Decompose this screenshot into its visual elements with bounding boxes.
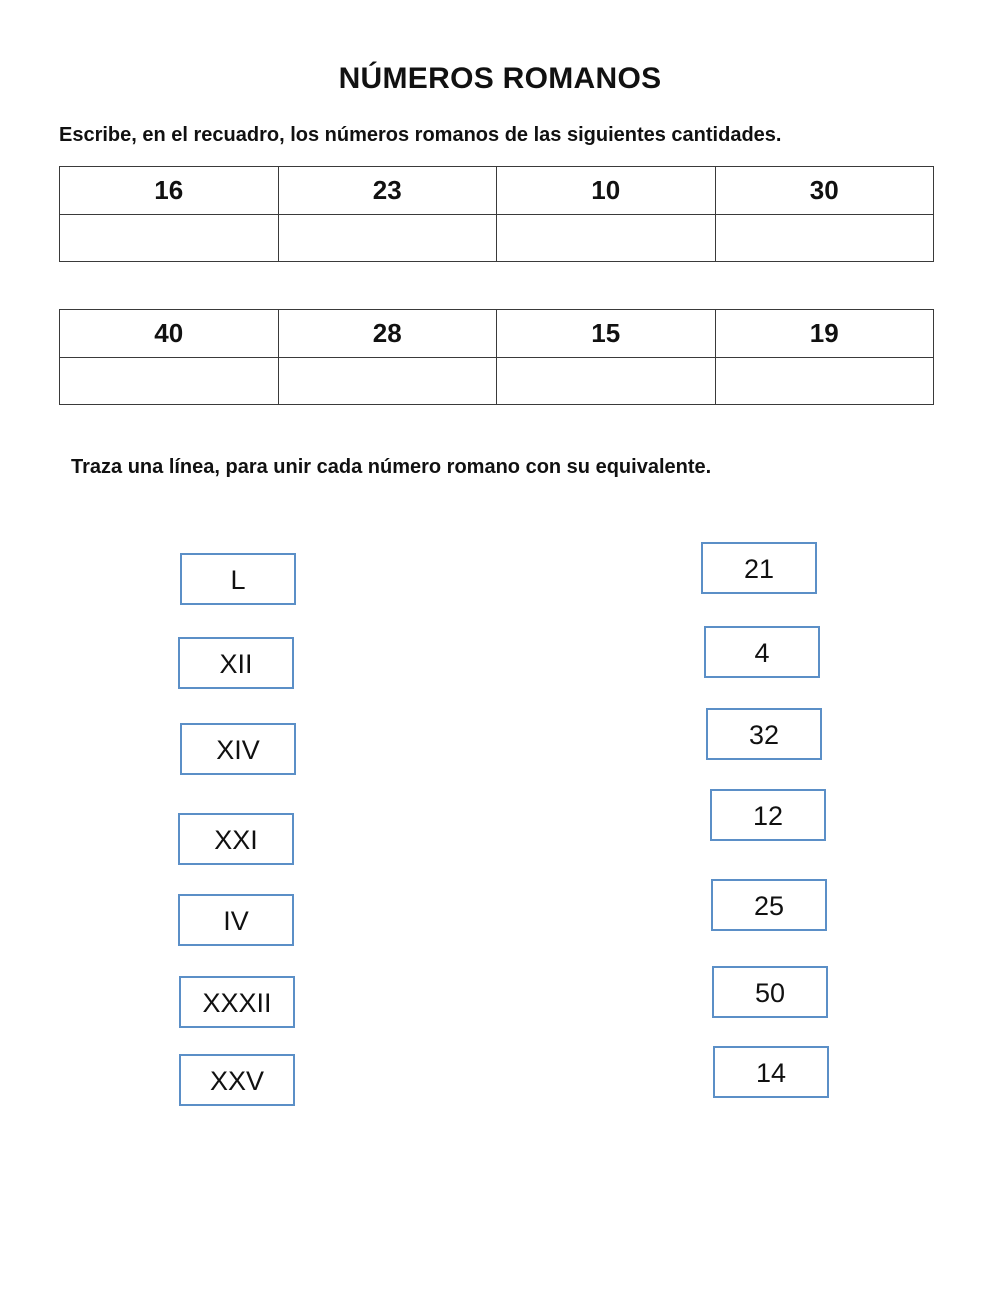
numbers-row bbox=[60, 310, 934, 358]
number-cell: 28 bbox=[278, 310, 497, 358]
answer-cell[interactable] bbox=[60, 215, 279, 262]
roman-box-iv[interactable]: IV bbox=[178, 894, 294, 946]
numbers-row bbox=[60, 167, 934, 215]
exercise1-instruction: Escribe, en el recuadro, los números romanos de las siguientes cantidades. bbox=[59, 124, 782, 146]
roman-box-xxxii[interactable]: XXXII bbox=[179, 976, 295, 1028]
answer-cell[interactable] bbox=[497, 215, 716, 262]
number-cell: 23 bbox=[278, 167, 497, 215]
page-title: NÚMEROS ROMANOS bbox=[338, 62, 662, 95]
arabic-box-25[interactable]: 25 bbox=[711, 879, 827, 931]
answer-cell[interactable] bbox=[715, 215, 934, 262]
arabic-box-14[interactable]: 14 bbox=[713, 1046, 829, 1098]
number-cell: 10 bbox=[497, 167, 716, 215]
number-cell: 40 bbox=[60, 310, 279, 358]
number-cell: 19 bbox=[715, 310, 934, 358]
answer-cell[interactable] bbox=[278, 358, 497, 405]
roman-box-xxv[interactable]: XXV bbox=[179, 1054, 295, 1106]
answer-cell[interactable] bbox=[715, 358, 934, 405]
answer-cell[interactable] bbox=[278, 215, 497, 262]
answer-cell[interactable] bbox=[60, 358, 279, 405]
arabic-box-32[interactable]: 32 bbox=[706, 708, 822, 760]
roman-box-xii[interactable]: XII bbox=[178, 637, 294, 689]
number-cell: 30 bbox=[715, 167, 934, 215]
roman-box-xiv[interactable]: XIV bbox=[180, 723, 296, 775]
answers-row bbox=[60, 358, 934, 405]
numbers-table-2 bbox=[59, 309, 934, 405]
arabic-box-4[interactable]: 4 bbox=[704, 626, 820, 678]
number-cell: 16 bbox=[60, 167, 279, 215]
arabic-box-21[interactable]: 21 bbox=[701, 542, 817, 594]
roman-box-l[interactable]: L bbox=[180, 553, 296, 605]
answers-row bbox=[60, 215, 934, 262]
arabic-box-12[interactable]: 12 bbox=[710, 789, 826, 841]
number-cell: 15 bbox=[497, 310, 716, 358]
roman-box-xxi[interactable]: XXI bbox=[178, 813, 294, 865]
arabic-box-50[interactable]: 50 bbox=[712, 966, 828, 1018]
answer-cell[interactable] bbox=[497, 358, 716, 405]
exercise2-instruction: Traza una línea, para unir cada número romano con su equivalente. bbox=[71, 456, 712, 478]
numbers-table-1 bbox=[59, 166, 934, 262]
